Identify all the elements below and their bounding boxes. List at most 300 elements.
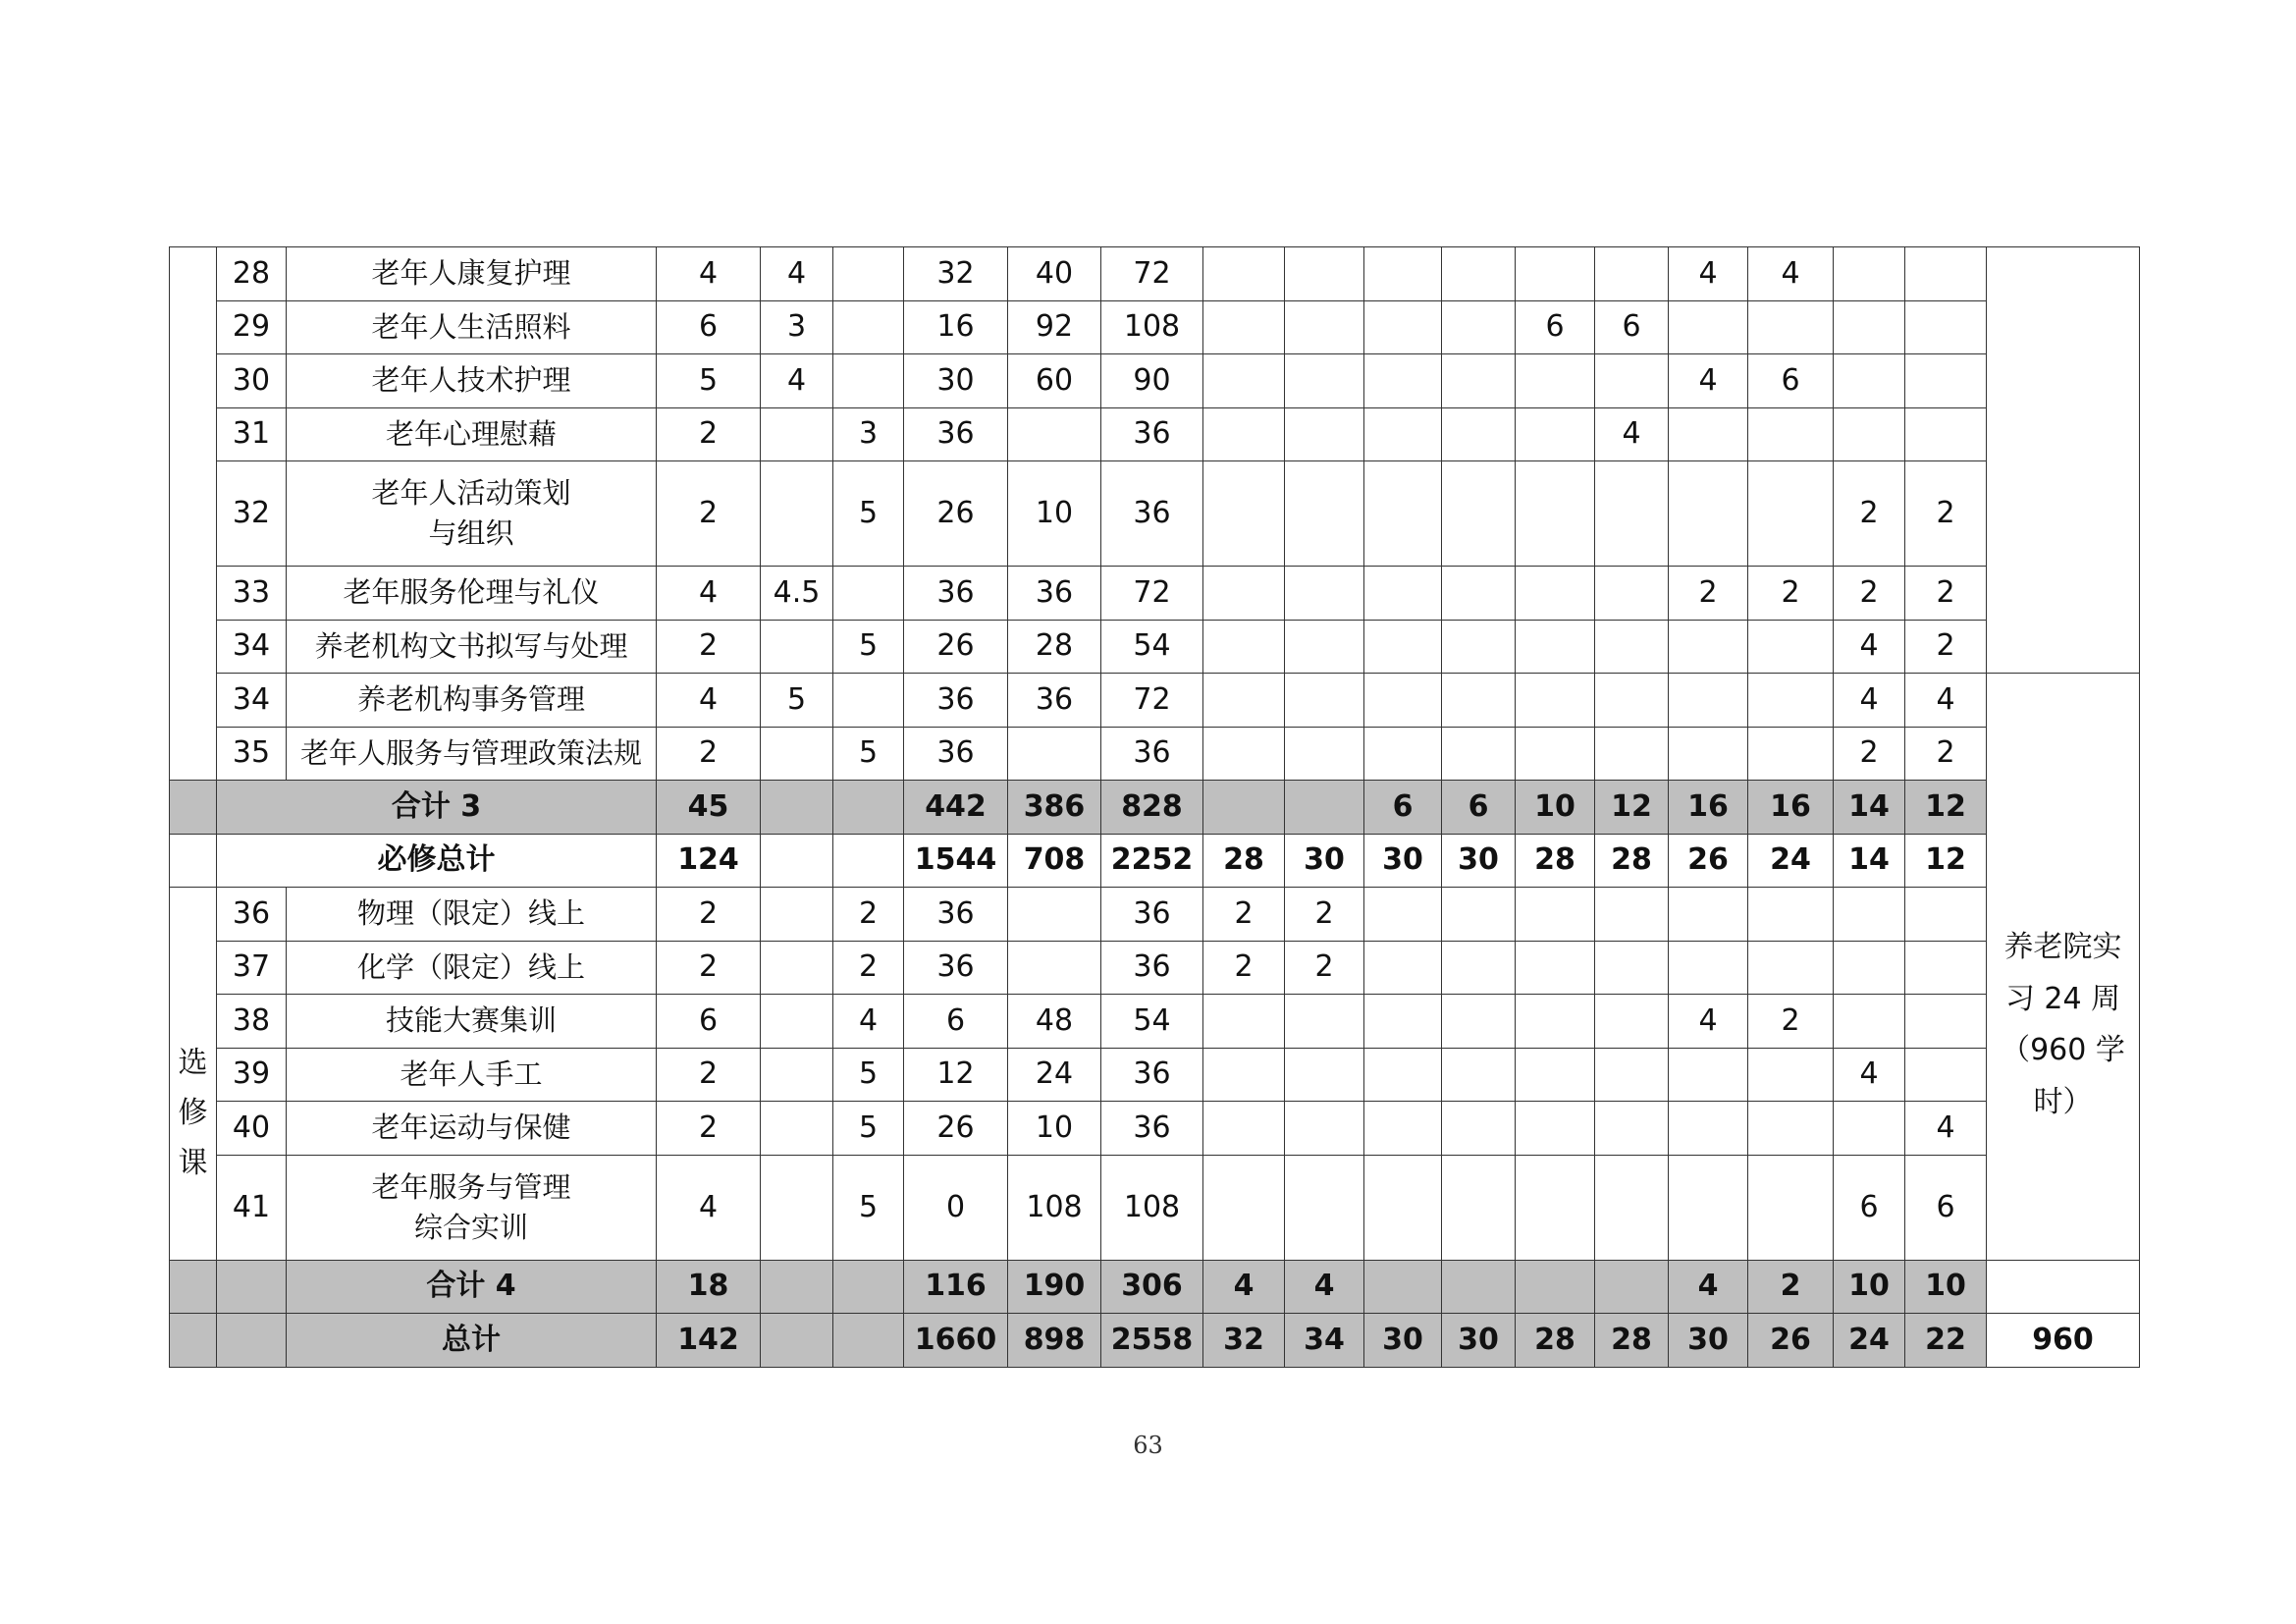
- group-cell: [170, 1314, 217, 1368]
- value-cell: 6: [904, 995, 1008, 1049]
- value-cell: 2: [657, 407, 761, 461]
- course-number-cell: 30: [217, 354, 287, 408]
- value-cell: 4: [1669, 995, 1748, 1049]
- number-cell: [217, 1314, 287, 1368]
- value-cell: 30: [1669, 1314, 1748, 1368]
- value-cell: 442: [904, 781, 1008, 835]
- value-cell: [1203, 461, 1285, 567]
- value-cell: 54: [1101, 995, 1203, 1049]
- value-cell: 36: [1101, 888, 1203, 942]
- value-cell: [1905, 247, 1987, 301]
- value-cell: [1516, 620, 1595, 674]
- value-cell: [1748, 727, 1834, 781]
- value-cell: [1748, 888, 1834, 942]
- value-cell: 30: [1442, 834, 1516, 888]
- value-cell: [1516, 1155, 1595, 1260]
- value-cell: [1748, 1102, 1834, 1156]
- course-plan-table: [169, 246, 2140, 1368]
- value-cell: 2: [1203, 888, 1285, 942]
- value-cell: [1516, 461, 1595, 567]
- value-cell: [1516, 1260, 1595, 1314]
- value-cell: 306: [1101, 1260, 1203, 1314]
- value-cell: 4: [1669, 247, 1748, 301]
- value-cell: [761, 1102, 833, 1156]
- course-name-cell: 老年人技术护理: [287, 354, 657, 408]
- practice-note-line: 习 24 周: [2004, 981, 2121, 1016]
- value-cell: [1516, 567, 1595, 621]
- value-cell: [1748, 620, 1834, 674]
- value-cell: 2: [1285, 888, 1364, 942]
- value-cell: 12: [1595, 781, 1669, 835]
- value-cell: 26: [1669, 834, 1748, 888]
- value-cell: [1442, 727, 1516, 781]
- value-cell: [1364, 1155, 1442, 1260]
- value-cell: [1364, 941, 1442, 995]
- value-cell: 40: [1008, 247, 1101, 301]
- value-cell: 2: [1203, 941, 1285, 995]
- value-cell: [1595, 1155, 1669, 1260]
- value-cell: 5: [833, 461, 904, 567]
- value-cell: [1516, 674, 1595, 728]
- value-cell: 2: [657, 1102, 761, 1156]
- value-cell: 26: [904, 1102, 1008, 1156]
- value-cell: 708: [1008, 834, 1101, 888]
- value-cell: 14: [1834, 781, 1905, 835]
- value-cell: [1285, 1102, 1364, 1156]
- table-row: [170, 1048, 2140, 1102]
- value-cell: [1905, 300, 1987, 354]
- value-cell: 36: [904, 888, 1008, 942]
- value-cell: [1203, 674, 1285, 728]
- value-cell: 4: [1905, 1102, 1987, 1156]
- value-cell: 28: [1595, 834, 1669, 888]
- practice-total-cell: 960: [1987, 1314, 2140, 1368]
- course-number-cell: 41: [217, 1155, 287, 1260]
- elective-group-char: 选: [178, 1045, 208, 1080]
- value-cell: [1669, 620, 1748, 674]
- value-cell: [1442, 1102, 1516, 1156]
- value-cell: 36: [1101, 727, 1203, 781]
- value-cell: 12: [1905, 834, 1987, 888]
- value-cell: 4: [1905, 674, 1987, 728]
- value-cell: [1516, 1048, 1595, 1102]
- value-cell: [833, 834, 904, 888]
- value-cell: 2: [1905, 620, 1987, 674]
- value-cell: 2: [657, 461, 761, 567]
- value-cell: [1203, 995, 1285, 1049]
- value-cell: [1516, 727, 1595, 781]
- value-cell: 32: [904, 247, 1008, 301]
- value-cell: [1748, 407, 1834, 461]
- subtotal-label: 合计 3: [217, 781, 657, 835]
- value-cell: 28: [1203, 834, 1285, 888]
- value-cell: [1748, 674, 1834, 728]
- course-number-cell: 38: [217, 995, 287, 1049]
- value-cell: [1442, 941, 1516, 995]
- value-cell: [1364, 247, 1442, 301]
- note-cell: [1987, 1260, 2140, 1314]
- value-cell: [1834, 354, 1905, 408]
- table-row: [170, 941, 2140, 995]
- value-cell: 2: [1748, 567, 1834, 621]
- value-cell: [833, 674, 904, 728]
- course-name-cell: 化学（限定）线上: [287, 941, 657, 995]
- value-cell: [1669, 407, 1748, 461]
- value-cell: [1364, 620, 1442, 674]
- value-cell: 4: [1834, 1048, 1905, 1102]
- table-row: [170, 995, 2140, 1049]
- table-row: [170, 567, 2140, 621]
- value-cell: 10: [1905, 1260, 1987, 1314]
- value-cell: [1285, 781, 1364, 835]
- value-cell: 30: [1364, 834, 1442, 888]
- value-cell: 4: [657, 567, 761, 621]
- value-cell: 26: [904, 461, 1008, 567]
- value-cell: 4: [1834, 620, 1905, 674]
- value-cell: [1595, 1260, 1669, 1314]
- value-cell: [1364, 300, 1442, 354]
- value-cell: 36: [1101, 941, 1203, 995]
- practice-note-line: 养老院实: [2003, 930, 2122, 965]
- value-cell: [1834, 407, 1905, 461]
- value-cell: [1748, 1048, 1834, 1102]
- value-cell: 30: [1442, 1314, 1516, 1368]
- value-cell: 54: [1101, 620, 1203, 674]
- value-cell: [1285, 995, 1364, 1049]
- value-cell: 22: [1905, 1314, 1987, 1368]
- value-cell: 6: [1595, 300, 1669, 354]
- value-cell: [1905, 995, 1987, 1049]
- value-cell: 3: [833, 407, 904, 461]
- value-cell: [1748, 941, 1834, 995]
- value-cell: [1442, 461, 1516, 567]
- value-cell: [1669, 888, 1748, 942]
- value-cell: 34: [1285, 1314, 1364, 1368]
- value-cell: [1748, 1155, 1834, 1260]
- value-cell: 30: [1364, 1314, 1442, 1368]
- value-cell: [761, 407, 833, 461]
- value-cell: [1516, 888, 1595, 942]
- value-cell: [1203, 620, 1285, 674]
- value-cell: 828: [1101, 781, 1203, 835]
- table-row: [170, 300, 2140, 354]
- value-cell: 4: [761, 354, 833, 408]
- value-cell: [1364, 1048, 1442, 1102]
- value-cell: [1595, 247, 1669, 301]
- value-cell: 48: [1008, 995, 1101, 1049]
- value-cell: 2: [657, 888, 761, 942]
- value-cell: 2: [1905, 727, 1987, 781]
- course-name-cell: 物理（限定）线上: [287, 888, 657, 942]
- value-cell: [1595, 888, 1669, 942]
- value-cell: 2: [657, 941, 761, 995]
- value-cell: 2: [1905, 461, 1987, 567]
- value-cell: [1834, 888, 1905, 942]
- table-row: [170, 781, 2140, 835]
- table-row: [170, 1102, 2140, 1156]
- value-cell: [1364, 407, 1442, 461]
- course-number-cell: 36: [217, 888, 287, 942]
- value-cell: 4: [1285, 1260, 1364, 1314]
- value-cell: 30: [904, 354, 1008, 408]
- value-cell: 6: [1516, 300, 1595, 354]
- value-cell: [1285, 727, 1364, 781]
- practice-note-cell: [1987, 674, 2140, 1261]
- value-cell: [1285, 674, 1364, 728]
- value-cell: 36: [904, 727, 1008, 781]
- value-cell: 92: [1008, 300, 1101, 354]
- value-cell: [761, 995, 833, 1049]
- value-cell: [1595, 727, 1669, 781]
- value-cell: [1905, 407, 1987, 461]
- value-cell: 36: [1008, 674, 1101, 728]
- table-row: [170, 1260, 2140, 1314]
- course-name-cell: 老年心理慰藉: [287, 407, 657, 461]
- course-number-cell: 34: [217, 674, 287, 728]
- value-cell: [1008, 941, 1101, 995]
- table-row: [170, 1314, 2140, 1368]
- course-name-cell: 养老机构文书拟写与处理: [287, 620, 657, 674]
- value-cell: [1516, 941, 1595, 995]
- value-cell: 28: [1595, 1314, 1669, 1368]
- value-cell: 116: [904, 1260, 1008, 1314]
- value-cell: [1442, 995, 1516, 1049]
- table-row: [170, 674, 2140, 728]
- value-cell: 2: [657, 620, 761, 674]
- value-cell: [1442, 674, 1516, 728]
- value-cell: [1834, 995, 1905, 1049]
- value-cell: [1442, 300, 1516, 354]
- value-cell: [1669, 1155, 1748, 1260]
- value-cell: [761, 834, 833, 888]
- course-number-cell: 33: [217, 567, 287, 621]
- course-name-cell: 技能大赛集训: [287, 995, 657, 1049]
- value-cell: 28: [1008, 620, 1101, 674]
- value-cell: [1442, 354, 1516, 408]
- value-cell: [761, 1155, 833, 1260]
- value-cell: 4: [1203, 1260, 1285, 1314]
- value-cell: [1669, 461, 1748, 567]
- value-cell: [1364, 354, 1442, 408]
- value-cell: [1285, 461, 1364, 567]
- value-cell: 2: [833, 888, 904, 942]
- value-cell: [1442, 247, 1516, 301]
- value-cell: [1364, 995, 1442, 1049]
- value-cell: [1203, 1155, 1285, 1260]
- value-cell: 5: [657, 354, 761, 408]
- value-cell: 6: [1364, 781, 1442, 835]
- value-cell: 36: [904, 567, 1008, 621]
- value-cell: 36: [1008, 567, 1101, 621]
- course-name-line: 综合实训: [413, 1210, 528, 1244]
- value-cell: [1905, 941, 1987, 995]
- value-cell: [1748, 461, 1834, 567]
- page-number: 63: [1133, 1432, 1163, 1459]
- value-cell: 14: [1834, 834, 1905, 888]
- value-cell: 16: [1669, 781, 1748, 835]
- value-cell: 72: [1101, 674, 1203, 728]
- course-number-cell: 40: [217, 1102, 287, 1156]
- value-cell: 24: [1748, 834, 1834, 888]
- value-cell: [761, 781, 833, 835]
- value-cell: 0: [904, 1155, 1008, 1260]
- value-cell: [1008, 888, 1101, 942]
- value-cell: [1442, 888, 1516, 942]
- group-cell: [170, 781, 217, 835]
- grand-total-label: 总计: [287, 1314, 657, 1368]
- value-cell: [1364, 567, 1442, 621]
- value-cell: [761, 620, 833, 674]
- value-cell: [1834, 247, 1905, 301]
- course-number-cell: 31: [217, 407, 287, 461]
- value-cell: [1364, 461, 1442, 567]
- table-row: [170, 620, 2140, 674]
- value-cell: 108: [1101, 1155, 1203, 1260]
- course-name-cell: 老年运动与保健: [287, 1102, 657, 1156]
- value-cell: [833, 1314, 904, 1368]
- value-cell: [1203, 1048, 1285, 1102]
- value-cell: [1203, 781, 1285, 835]
- table-row: [170, 407, 2140, 461]
- value-cell: 28: [1516, 1314, 1595, 1368]
- value-cell: 4.5: [761, 567, 833, 621]
- value-cell: 28: [1516, 834, 1595, 888]
- table-row: [170, 727, 2140, 781]
- value-cell: [1595, 995, 1669, 1049]
- course-name-cell: 养老机构事务管理: [287, 674, 657, 728]
- practice-note-line: 时）: [2033, 1084, 2093, 1119]
- value-cell: 72: [1101, 567, 1203, 621]
- value-cell: [1285, 1048, 1364, 1102]
- value-cell: [1203, 247, 1285, 301]
- value-cell: [1285, 300, 1364, 354]
- value-cell: [1285, 247, 1364, 301]
- value-cell: 2: [833, 941, 904, 995]
- value-cell: 2: [1669, 567, 1748, 621]
- value-cell: 36: [904, 674, 1008, 728]
- value-cell: 108: [1101, 300, 1203, 354]
- number-cell: [217, 1260, 287, 1314]
- course-name-cell: 老年服务伦理与礼仪: [287, 567, 657, 621]
- group-cell: [170, 834, 217, 888]
- value-cell: [1669, 1048, 1748, 1102]
- value-cell: [833, 567, 904, 621]
- value-cell: 3: [761, 300, 833, 354]
- value-cell: 2: [1834, 567, 1905, 621]
- table-row: [170, 888, 2140, 942]
- value-cell: 12: [1905, 781, 1987, 835]
- value-cell: 2: [1285, 941, 1364, 995]
- value-cell: [1442, 1260, 1516, 1314]
- value-cell: 72: [1101, 247, 1203, 301]
- practice-note-line: （960 学: [2001, 1033, 2125, 1068]
- course-number-cell: 35: [217, 727, 287, 781]
- value-cell: 4: [761, 247, 833, 301]
- value-cell: 6: [657, 300, 761, 354]
- value-cell: [1203, 1102, 1285, 1156]
- value-cell: [1595, 674, 1669, 728]
- course-number-cell: 28: [217, 247, 287, 301]
- value-cell: 6: [1905, 1155, 1987, 1260]
- value-cell: 4: [1748, 247, 1834, 301]
- value-cell: 36: [904, 407, 1008, 461]
- value-cell: [1203, 567, 1285, 621]
- value-cell: 36: [1101, 461, 1203, 567]
- group-cell: [170, 247, 217, 781]
- value-cell: [1442, 1048, 1516, 1102]
- value-cell: 4: [1595, 407, 1669, 461]
- value-cell: 26: [904, 620, 1008, 674]
- value-cell: [1203, 407, 1285, 461]
- table-row: [170, 354, 2140, 408]
- value-cell: [1669, 1102, 1748, 1156]
- value-cell: 6: [1834, 1155, 1905, 1260]
- elective-group-char: 课: [178, 1145, 208, 1180]
- course-number-cell: 39: [217, 1048, 287, 1102]
- value-cell: 2558: [1101, 1314, 1203, 1368]
- value-cell: [1595, 1102, 1669, 1156]
- value-cell: [1516, 1102, 1595, 1156]
- value-cell: 4: [1669, 1260, 1748, 1314]
- value-cell: [1285, 407, 1364, 461]
- value-cell: [1203, 727, 1285, 781]
- value-cell: 2: [1834, 461, 1905, 567]
- value-cell: [1285, 567, 1364, 621]
- note-cell: [1987, 247, 2140, 674]
- value-cell: [1595, 941, 1669, 995]
- value-cell: [761, 941, 833, 995]
- course-name-cell: 老年人康复护理: [287, 247, 657, 301]
- value-cell: [1516, 995, 1595, 1049]
- value-cell: [833, 781, 904, 835]
- value-cell: 5: [833, 727, 904, 781]
- value-cell: 2: [657, 727, 761, 781]
- value-cell: [1285, 1155, 1364, 1260]
- value-cell: 10: [1008, 1102, 1101, 1156]
- value-cell: [1516, 247, 1595, 301]
- value-cell: [761, 1314, 833, 1368]
- value-cell: 26: [1748, 1314, 1834, 1368]
- value-cell: 1660: [904, 1314, 1008, 1368]
- value-cell: 90: [1101, 354, 1203, 408]
- value-cell: 898: [1008, 1314, 1101, 1368]
- value-cell: 4: [1834, 674, 1905, 728]
- course-number-cell: 37: [217, 941, 287, 995]
- value-cell: 6: [1748, 354, 1834, 408]
- value-cell: 2252: [1101, 834, 1203, 888]
- value-cell: [761, 1260, 833, 1314]
- value-cell: 18: [657, 1260, 761, 1314]
- value-cell: 36: [1101, 407, 1203, 461]
- value-cell: [1516, 354, 1595, 408]
- value-cell: [1834, 300, 1905, 354]
- value-cell: [833, 247, 904, 301]
- value-cell: 142: [657, 1314, 761, 1368]
- practice-note: [1995, 804, 2131, 1128]
- value-cell: [1285, 620, 1364, 674]
- value-cell: [1595, 1048, 1669, 1102]
- value-cell: [1442, 567, 1516, 621]
- value-cell: 108: [1008, 1155, 1101, 1260]
- value-cell: 2: [1748, 1260, 1834, 1314]
- value-cell: [761, 888, 833, 942]
- value-cell: [833, 300, 904, 354]
- value-cell: 16: [1748, 781, 1834, 835]
- value-cell: [1595, 567, 1669, 621]
- value-cell: [1364, 674, 1442, 728]
- value-cell: [1669, 941, 1748, 995]
- course-number-cell: 32: [217, 461, 287, 567]
